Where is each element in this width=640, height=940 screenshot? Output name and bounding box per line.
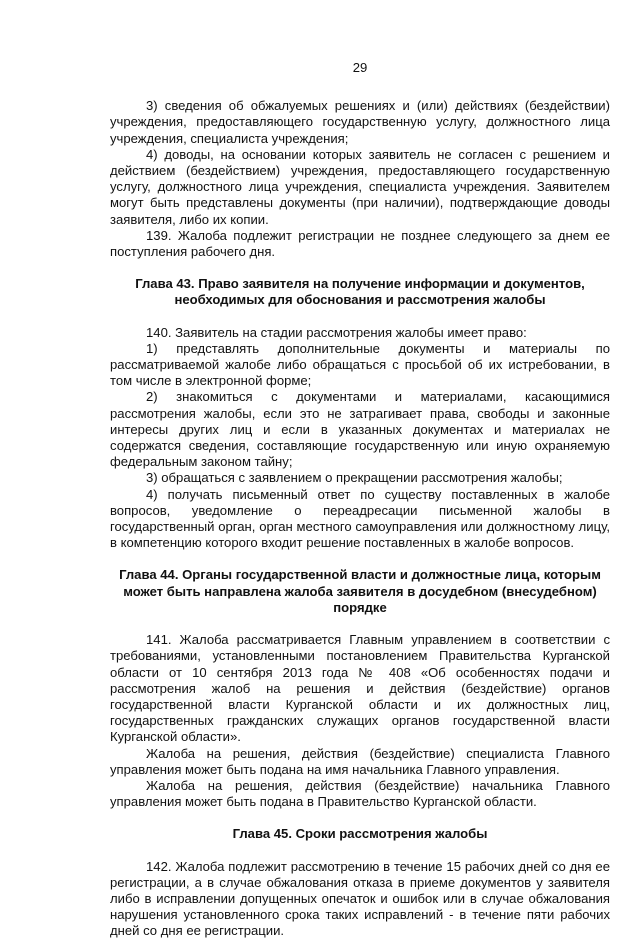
paragraph-item-3: 3) сведения об обжалуемых решениях и (или) действиях (бездействии) учреждения, предоставляющего государственную услугу, должностного лица учреждения, специалиста учреждения;	[110, 98, 610, 146]
paragraph-141-specialist: Жалоба на решения, действия (бездействие) специалиста Главного управления может быть подана на имя начальника Главного управления.	[110, 745, 610, 777]
paragraph-140-item-3: 3) обращаться с заявлением о прекращении рассмотрения жалобы;	[146, 470, 563, 486]
paragraph-139: 139. Жалоба подлежит регистрации не позднее следующего за днем ее поступления рабочего дня.	[110, 227, 610, 260]
paragraph-141-head: Жалоба на решения, действия (бездействие) начальника Главного управления может быть подана в Правительство Курганской области.	[110, 777, 610, 810]
paragraph-141: 141. Жалоба рассматривается Главным управлением в соответствии с требованиями, установленными постановлением Правительства Курганской области от 10 сентября 2013 года № 408 «Об особенностях подачи и рассмотрения жалоб на решения и действия (бездействие) органов государственной власти Курганской области и их должностных лиц, государственных гражданских служащих органов государственной власти Курганской области».	[110, 632, 610, 745]
paragraph-item-4: 4) доводы, на основании которых заявитель не согласен с решением и действием (бездействием) учреждения, предоставляющего государственную услугу, должностного лица учреждения, специалиста учреждения. Заявителем могут быть представлены документы (при наличии), подтверждающие доводы заявителя, либо их копии.	[110, 146, 610, 227]
page-number: 29	[352, 60, 368, 75]
paragraph-140-item-1: 1) представлять дополнительные документы и материалы по рассматриваемой жалобе либо обращаться с просьбой об их истребовании, в том числе в электронной форме;	[110, 340, 610, 389]
paragraph-140: 140. Заявитель на стадии рассмотрения жалобы имеет право:	[146, 324, 527, 340]
paragraph-140-item-2: 2) знакомиться с документами и материалами, касающимися рассмотрения жалобы, если это не затрагивает права, свободы и законные интересы других лиц и если в указанных документах и материалах не содержатся сведения, составляющие государственную или иную охраняемую федеральным законом тайну;	[110, 389, 610, 470]
chapter-43-heading: Глава 43. Право заявителя на получение информации и документов, необходимых для обоснования и рассмотрения жалобы	[135, 276, 585, 308]
chapter-44-heading: Глава 44. Органы государственной власти и должностные лица, которым может быть направлена жалоба заявителя в досудебном (внесудебном) порядке	[119, 567, 601, 615]
chapter-45-heading: Глава 45. Сроки рассмотрения жалобы	[232, 826, 488, 842]
paragraph-140-item-4: 4) получать письменный ответ по существу поставленных в жалобе вопросов, уведомление о переадресации письменной жалобы в государственный орган, орган местного самоуправления или должностному лицу, в компетенцию которого входит решение поставленных в жалобе вопросов.	[110, 486, 610, 551]
paragraph-142: 142. Жалоба подлежит рассмотрению в течение 15 рабочих дней со дня ее регистрации, а в случае обжалования отказа в приеме документов у заявителя либо в исправлении допущенных опечаток и ошибок или в случае обжалования нарушения установленного срока таких исправлений - в течение пяти рабочих дней со дня ее регистрации.	[110, 858, 610, 939]
